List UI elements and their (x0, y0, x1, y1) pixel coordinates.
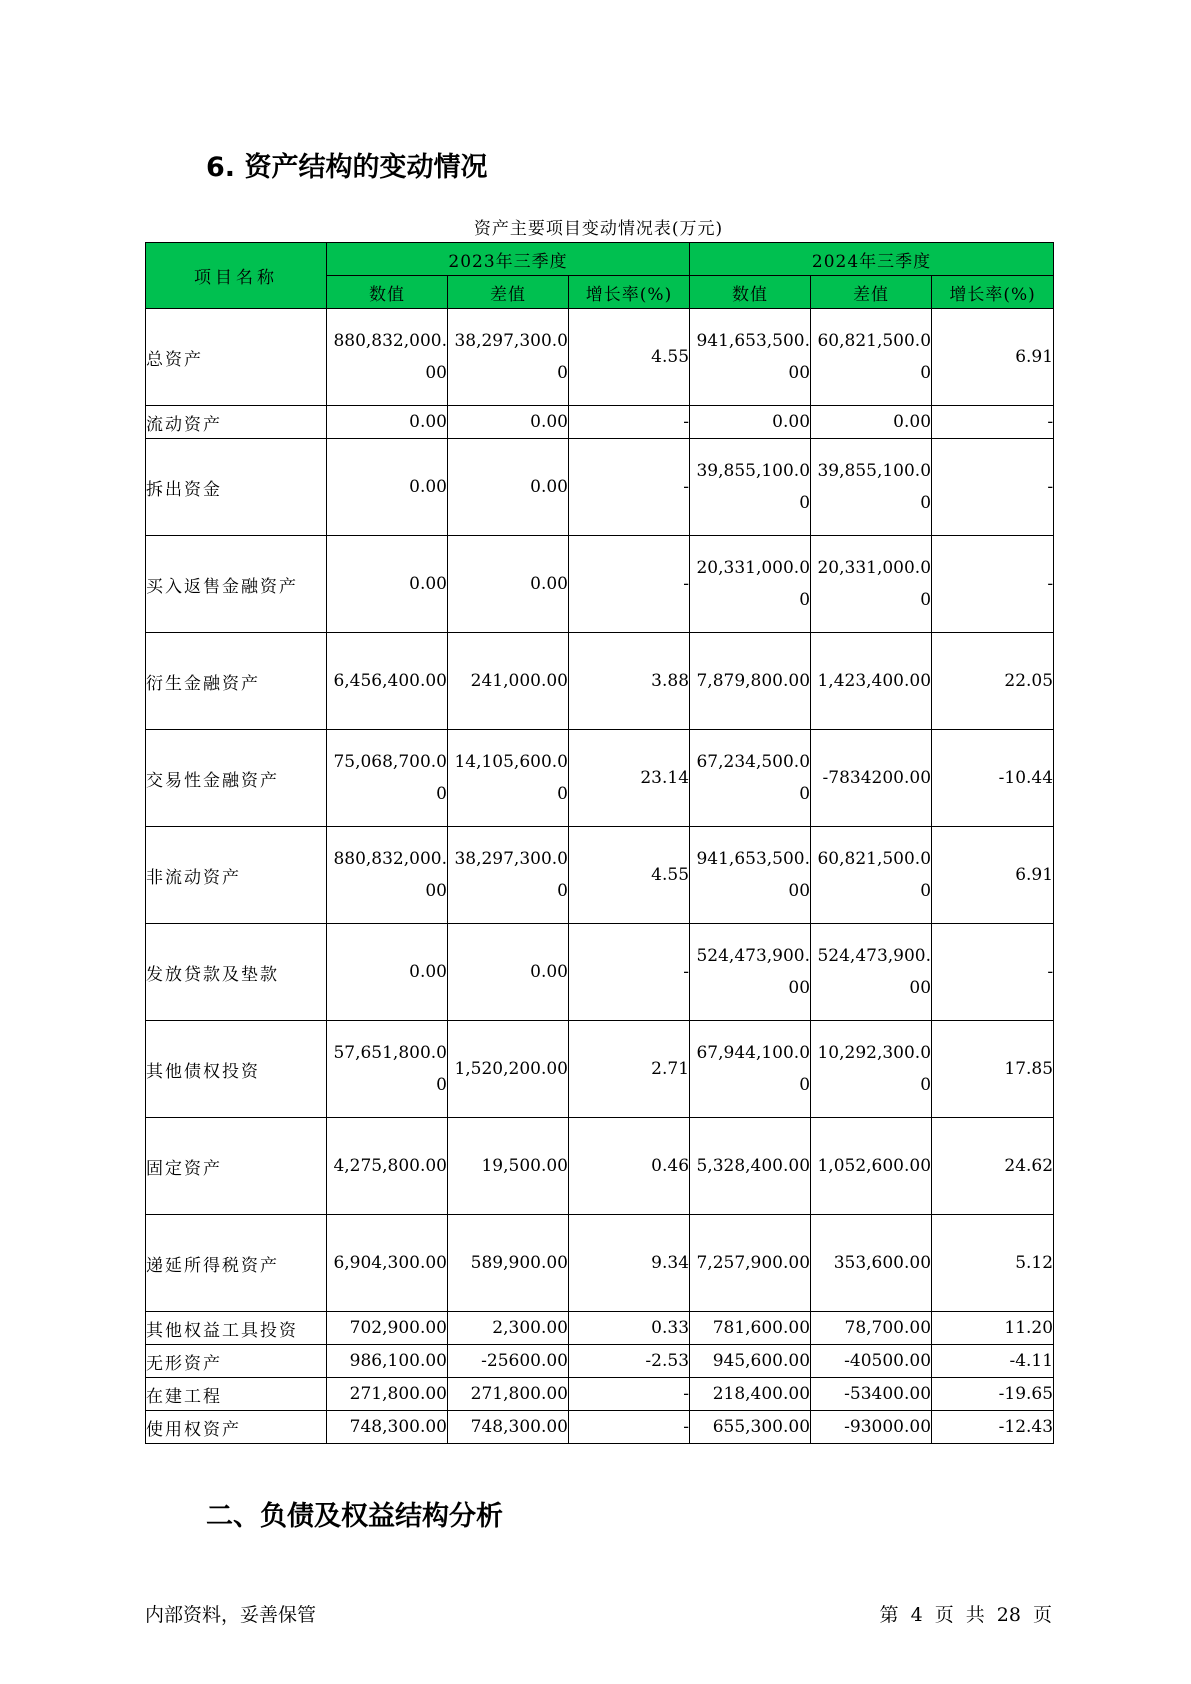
row-item-name: 衍生金融资产 (146, 633, 327, 730)
table-row (146, 1345, 1054, 1378)
cell-value: 702,900.00 (349, 1318, 447, 1338)
row-value-cell (932, 1345, 1054, 1378)
table-row (146, 309, 1054, 406)
cell-value: 880,832,000.00 (333, 331, 447, 383)
cell-value: 20,331,000.00 (696, 558, 811, 610)
cell-value: -7834200.00 (822, 768, 932, 788)
cell-value: 0.00 (530, 574, 568, 594)
cell-value: -12.43 (998, 1417, 1054, 1437)
row-value-cell (811, 309, 932, 406)
cell-value: 4.55 (651, 865, 690, 885)
row-value-cell (690, 730, 811, 827)
table-row (146, 1118, 1054, 1215)
row-value-cell (569, 633, 690, 730)
cell-value: 24.62 (1004, 1156, 1054, 1176)
cell-value: 945,600.00 (712, 1351, 811, 1371)
row-value-cell (448, 1021, 569, 1118)
cell-value: 271,800.00 (349, 1384, 447, 1404)
cell-value: 5.12 (1015, 1253, 1054, 1273)
row-value-cell (327, 1378, 448, 1411)
table-caption: 资产主要项目变动情况表(万元) (473, 219, 724, 239)
cell-value: - (1047, 412, 1054, 432)
row-value-cell (811, 924, 932, 1021)
section-heading-liabilities: 二、负债及权益结构分析 (206, 1501, 503, 1532)
cell-value: 67,234,500.00 (696, 752, 811, 804)
sub-header: 数值 (690, 276, 811, 309)
row-value-cell (448, 309, 569, 406)
cell-value: 78,700.00 (844, 1318, 932, 1338)
cell-value: -93000.00 (844, 1417, 932, 1437)
row-value-cell (448, 439, 569, 536)
row-value-cell (811, 730, 932, 827)
row-value-cell (327, 924, 448, 1021)
row-value-cell (569, 1312, 690, 1345)
cell-value: - (683, 412, 690, 432)
row-value-cell (811, 827, 932, 924)
row-value-cell (932, 439, 1054, 536)
asset-changes-table (145, 242, 1054, 1444)
row-value-cell (690, 924, 811, 1021)
cell-value: 11.20 (1004, 1318, 1054, 1338)
row-value-cell (448, 406, 569, 439)
row-item-name: 固定资产 (146, 1118, 327, 1215)
cell-value: 60,821,500.00 (817, 849, 932, 901)
row-value-cell (327, 1411, 448, 1444)
row-value-cell (569, 1378, 690, 1411)
row-value-cell (327, 1021, 448, 1118)
cell-value: 0.00 (530, 412, 568, 432)
row-value-cell (569, 406, 690, 439)
row-value-cell (811, 1378, 932, 1411)
row-value-cell (932, 1312, 1054, 1345)
cell-value: 1,052,600.00 (817, 1156, 932, 1176)
row-value-cell (448, 1312, 569, 1345)
row-value-cell (932, 309, 1054, 406)
row-value-cell (569, 1021, 690, 1118)
row-value-cell (811, 439, 932, 536)
cell-value: 75,068,700.00 (333, 752, 447, 804)
row-value-cell (811, 1118, 932, 1215)
row-value-cell (448, 924, 569, 1021)
cell-value: 986,100.00 (349, 1351, 447, 1371)
row-value-cell (932, 924, 1054, 1021)
row-item-name: 无形资产 (146, 1345, 327, 1378)
row-value-cell (690, 1378, 811, 1411)
row-value-cell (327, 633, 448, 730)
row-value-cell (932, 730, 1054, 827)
cell-value: 9.34 (651, 1253, 690, 1273)
row-value-cell (932, 827, 1054, 924)
cell-value: 0.00 (530, 477, 568, 497)
cell-value: - (683, 477, 690, 497)
row-item-name: 非流动资产 (146, 827, 327, 924)
row-value-cell (690, 439, 811, 536)
row-value-cell (811, 1312, 932, 1345)
cell-value: 0.46 (651, 1156, 690, 1176)
cell-value: 748,300.00 (470, 1417, 568, 1437)
table-row (146, 1021, 1054, 1118)
row-item-name: 在建工程 (146, 1378, 327, 1411)
cell-value: 7,257,900.00 (696, 1253, 811, 1273)
row-value-cell (569, 309, 690, 406)
cell-value: 241,000.00 (470, 671, 568, 691)
table-row (146, 536, 1054, 633)
row-item-name: 拆出资金 (146, 439, 327, 536)
cell-value: 39,855,100.00 (817, 461, 932, 513)
row-value-cell (448, 730, 569, 827)
row-value-cell (932, 1411, 1054, 1444)
row-item-name: 使用权资产 (146, 1411, 327, 1444)
cell-value: 38,297,300.00 (454, 849, 568, 901)
cell-value: 748,300.00 (349, 1417, 447, 1437)
cell-value: 218,400.00 (712, 1384, 811, 1404)
cell-value: 19,500.00 (481, 1156, 568, 1176)
row-value-cell (811, 1021, 932, 1118)
table-row (146, 1411, 1054, 1444)
row-item-name: 其他权益工具投资 (146, 1312, 327, 1345)
row-value-cell (448, 1345, 569, 1378)
table-row (146, 406, 1054, 439)
row-value-cell (932, 1378, 1054, 1411)
footer-confidential: 内部资料，妥善保管 (145, 1604, 317, 1626)
cell-value: 22.05 (1004, 671, 1054, 691)
row-value-cell (448, 1411, 569, 1444)
cell-value: 0.00 (409, 574, 447, 594)
cell-value: 23.14 (640, 768, 690, 788)
cell-value: 7,879,800.00 (696, 671, 811, 691)
cell-value: 4.55 (651, 347, 690, 367)
cell-value: 0.00 (893, 412, 932, 432)
cell-value: 6.91 (1015, 347, 1054, 367)
cell-value: 6.91 (1015, 865, 1054, 885)
cell-value: -10.44 (998, 768, 1054, 788)
cell-value: 353,600.00 (833, 1253, 932, 1273)
row-value-cell (690, 1312, 811, 1345)
row-value-cell (690, 1411, 811, 1444)
cell-value: 20,331,000.00 (817, 558, 932, 610)
section-heading: 6. 资产结构的变动情况 (206, 152, 488, 183)
row-value-cell (448, 1378, 569, 1411)
cell-value: -4.11 (1009, 1351, 1054, 1371)
row-value-cell (690, 536, 811, 633)
cell-value: 880,832,000.00 (333, 849, 447, 901)
cell-value: -25600.00 (481, 1351, 568, 1371)
cell-value: 10,292,300.00 (817, 1043, 932, 1095)
table-row (146, 827, 1054, 924)
cell-value: 57,651,800.00 (333, 1043, 447, 1095)
row-value-cell (932, 1021, 1054, 1118)
cell-value: 38,297,300.00 (454, 331, 568, 383)
row-value-cell (690, 309, 811, 406)
cell-value: 655,300.00 (712, 1417, 811, 1437)
sub-header: 数值 (327, 276, 448, 309)
cell-value: - (1047, 574, 1054, 594)
cell-value: - (683, 1384, 690, 1404)
row-value-cell (811, 536, 932, 633)
row-value-cell (690, 1345, 811, 1378)
row-value-cell (811, 1215, 932, 1312)
cell-value: 6,456,400.00 (333, 671, 447, 691)
row-value-cell (690, 633, 811, 730)
row-value-cell (690, 1118, 811, 1215)
cell-value: 0.00 (409, 412, 447, 432)
table-row (146, 730, 1054, 827)
cell-value: 14,105,600.00 (454, 752, 568, 804)
cell-value: 60,821,500.00 (817, 331, 932, 383)
sub-header: 差值 (448, 276, 569, 309)
cell-value: 781,600.00 (712, 1318, 811, 1338)
row-value-cell (327, 439, 448, 536)
row-value-cell (690, 1215, 811, 1312)
table-row (146, 924, 1054, 1021)
table-row (146, 1215, 1054, 1312)
table-row (146, 1312, 1054, 1345)
cell-value: -40500.00 (844, 1351, 932, 1371)
row-value-cell (448, 827, 569, 924)
table-row (146, 633, 1054, 730)
row-value-cell (569, 439, 690, 536)
row-item-name: 递延所得税资产 (146, 1215, 327, 1312)
row-item-name: 交易性金融资产 (146, 730, 327, 827)
sub-header: 增长率(%) (932, 276, 1054, 309)
cell-value: 0.00 (409, 477, 447, 497)
cell-value: 3.88 (651, 671, 690, 691)
item-name-header: 项目名称 (146, 243, 327, 309)
cell-value: 0.00 (772, 412, 811, 432)
cell-value: 1,520,200.00 (454, 1059, 568, 1079)
cell-value: - (683, 574, 690, 594)
row-value-cell (327, 827, 448, 924)
cell-value: 271,800.00 (470, 1384, 568, 1404)
cell-value: 4,275,800.00 (333, 1156, 447, 1176)
row-item-name: 流动资产 (146, 406, 327, 439)
cell-value: - (683, 962, 690, 982)
row-value-cell (327, 406, 448, 439)
row-value-cell (811, 633, 932, 730)
row-value-cell (932, 406, 1054, 439)
row-value-cell (448, 1118, 569, 1215)
cell-value: 0.33 (651, 1318, 690, 1338)
row-value-cell (690, 406, 811, 439)
cell-value: -19.65 (998, 1384, 1054, 1404)
cell-value: 524,473,900.00 (696, 946, 811, 998)
cell-value: 5,328,400.00 (696, 1156, 811, 1176)
row-value-cell (690, 1021, 811, 1118)
row-value-cell (811, 406, 932, 439)
footer-page-number: 第 4 页 共 28 页 (879, 1604, 1052, 1626)
row-value-cell (932, 1118, 1054, 1215)
cell-value: - (683, 1417, 690, 1437)
sub-header: 差值 (811, 276, 932, 309)
row-value-cell (327, 1118, 448, 1215)
cell-value: 941,653,500.00 (696, 331, 811, 383)
period-header-2024: 2024年三季度 (690, 243, 1054, 276)
cell-value: -53400.00 (844, 1384, 932, 1404)
cell-value: 589,900.00 (470, 1253, 568, 1273)
cell-value: 6,904,300.00 (333, 1253, 447, 1273)
cell-value: 2,300.00 (492, 1318, 568, 1338)
row-value-cell (811, 1345, 932, 1378)
cell-value: - (1047, 477, 1054, 497)
row-value-cell (569, 730, 690, 827)
row-value-cell (327, 1312, 448, 1345)
row-item-name: 总资产 (146, 309, 327, 406)
cell-value: 941,653,500.00 (696, 849, 811, 901)
row-item-name: 其他债权投资 (146, 1021, 327, 1118)
row-item-name: 买入返售金融资产 (146, 536, 327, 633)
cell-value: - (1047, 962, 1054, 982)
row-value-cell (932, 1215, 1054, 1312)
table-row (146, 439, 1054, 536)
row-value-cell (569, 924, 690, 1021)
sub-header: 增长率(%) (569, 276, 690, 309)
row-value-cell (569, 1345, 690, 1378)
row-value-cell (569, 827, 690, 924)
cell-value: -2.53 (645, 1351, 690, 1371)
row-value-cell (448, 536, 569, 633)
row-value-cell (569, 1411, 690, 1444)
row-value-cell (448, 1215, 569, 1312)
cell-value: 1,423,400.00 (817, 671, 932, 691)
row-value-cell (569, 1118, 690, 1215)
row-value-cell (811, 1411, 932, 1444)
period-header-2023: 2023年三季度 (327, 243, 690, 276)
cell-value: 0.00 (530, 962, 568, 982)
cell-value: 67,944,100.00 (696, 1043, 811, 1095)
row-value-cell (327, 1215, 448, 1312)
row-value-cell (448, 633, 569, 730)
row-item-name: 发放贷款及垫款 (146, 924, 327, 1021)
row-value-cell (327, 1345, 448, 1378)
table-row (146, 1378, 1054, 1411)
cell-value: 524,473,900.00 (817, 946, 932, 998)
row-value-cell (569, 1215, 690, 1312)
cell-value: 17.85 (1004, 1059, 1054, 1079)
cell-value: 2.71 (651, 1059, 690, 1079)
row-value-cell (932, 536, 1054, 633)
row-value-cell (569, 536, 690, 633)
cell-value: 0.00 (409, 962, 447, 982)
cell-value: 39,855,100.00 (696, 461, 811, 513)
row-value-cell (327, 730, 448, 827)
row-value-cell (690, 827, 811, 924)
row-value-cell (932, 633, 1054, 730)
row-value-cell (327, 309, 448, 406)
row-value-cell (327, 536, 448, 633)
